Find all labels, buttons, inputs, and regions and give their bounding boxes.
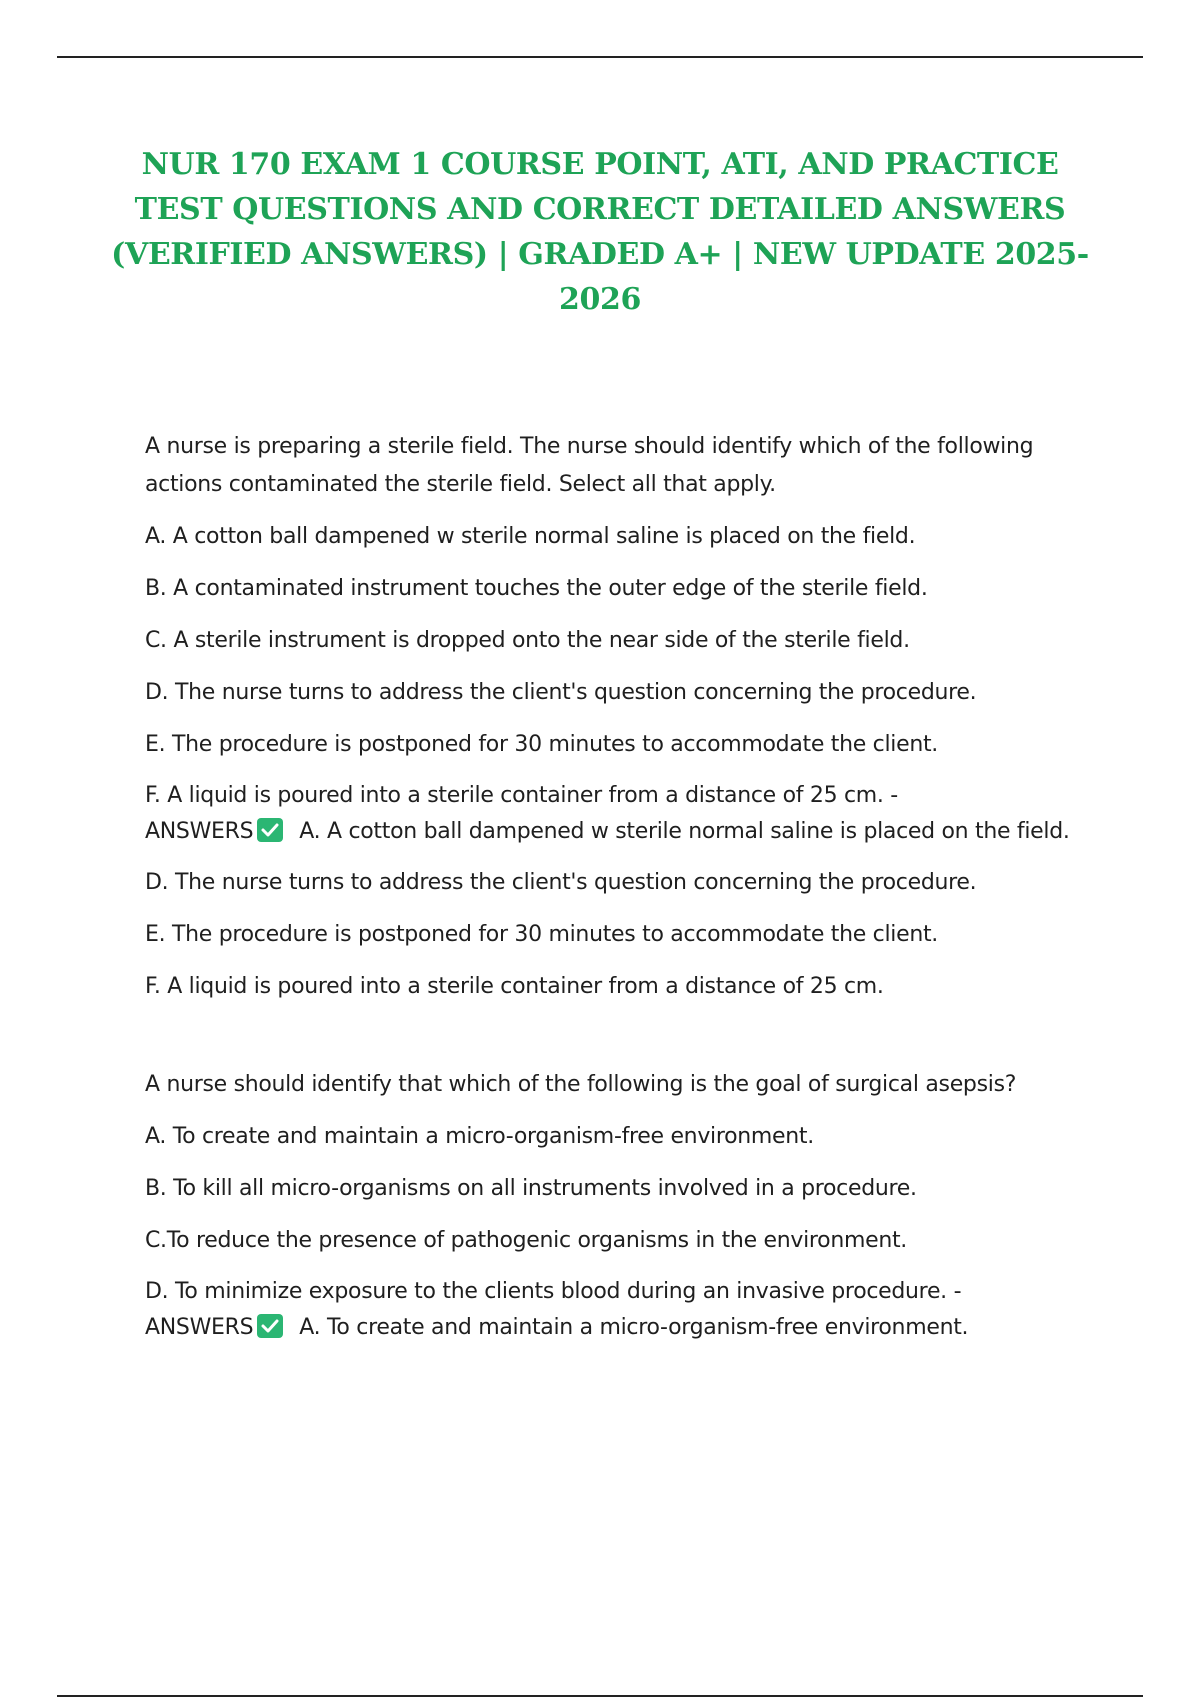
check-box-icon — [257, 818, 283, 842]
check-box-icon — [257, 1314, 283, 1338]
document-title: NUR 170 EXAM 1 COURSE POINT, ATI, AND PRACTICE TEST QUESTIONS AND CORRECT DETAILED ANSWERS (VERIFIED ANSWERS) | GRADED A+ | NEW UPDATE 2025-2026 — [111, 147, 1089, 317]
option-c: C.To reduce the presence of pathogenic organisms in the environment. — [145, 1228, 907, 1253]
option-b: B. A contaminated instrument touches the outer edge of the sterile field. — [145, 576, 928, 601]
question-stem: A nurse is preparing a sterile field. The nurse should identify which of the following actions contaminated the sterile field. Select all that apply. — [145, 434, 1034, 497]
option-f: F. A liquid is poured into a sterile container from a distance of 25 cm. - — [145, 783, 898, 808]
answer-f: F. A liquid is poured into a sterile container from a distance of 25 cm. — [145, 974, 884, 999]
top-rule — [57, 56, 1143, 58]
answer-first: A. A cotton ball dampened w sterile normal saline is placed on the field. — [299, 819, 1070, 844]
option-d: D. To minimize exposure to the clients blood during an invasive procedure. - — [145, 1279, 962, 1304]
option-c: C. A sterile instrument is dropped onto the near side of the sterile field. — [145, 628, 910, 653]
bottom-rule — [57, 1695, 1143, 1697]
option-b: B. To kill all micro-organisms on all instruments involved in a procedure. — [145, 1176, 917, 1201]
question-1 — [145, 428, 1085, 1006]
option-f-with-answer — [145, 778, 1085, 850]
question-content — [145, 428, 1085, 1360]
answers-label: ANSWERS — [145, 1315, 254, 1340]
answer-first: A. To create and maintain a micro-organism-free environment. — [299, 1315, 969, 1340]
option-a: A. To create and maintain a micro-organism-free environment. — [145, 1124, 814, 1149]
question-2 — [145, 1066, 1085, 1346]
option-d-with-answer — [145, 1274, 1085, 1346]
question-stem: A nurse should identify that which of the following is the goal of surgical asepsis? — [145, 1072, 1017, 1097]
answer-d: D. The nurse turns to address the client's question concerning the procedure. — [145, 870, 977, 895]
answer-e: E. The procedure is postponed for 30 minutes to accommodate the client. — [145, 922, 938, 947]
option-d: D. The nurse turns to address the client's question concerning the procedure. — [145, 680, 977, 705]
option-e: E. The procedure is postponed for 30 minutes to accommodate the client. — [145, 732, 938, 757]
answers-label: ANSWERS — [145, 819, 254, 844]
option-a: A. A cotton ball dampened w sterile normal saline is placed on the field. — [145, 524, 916, 549]
